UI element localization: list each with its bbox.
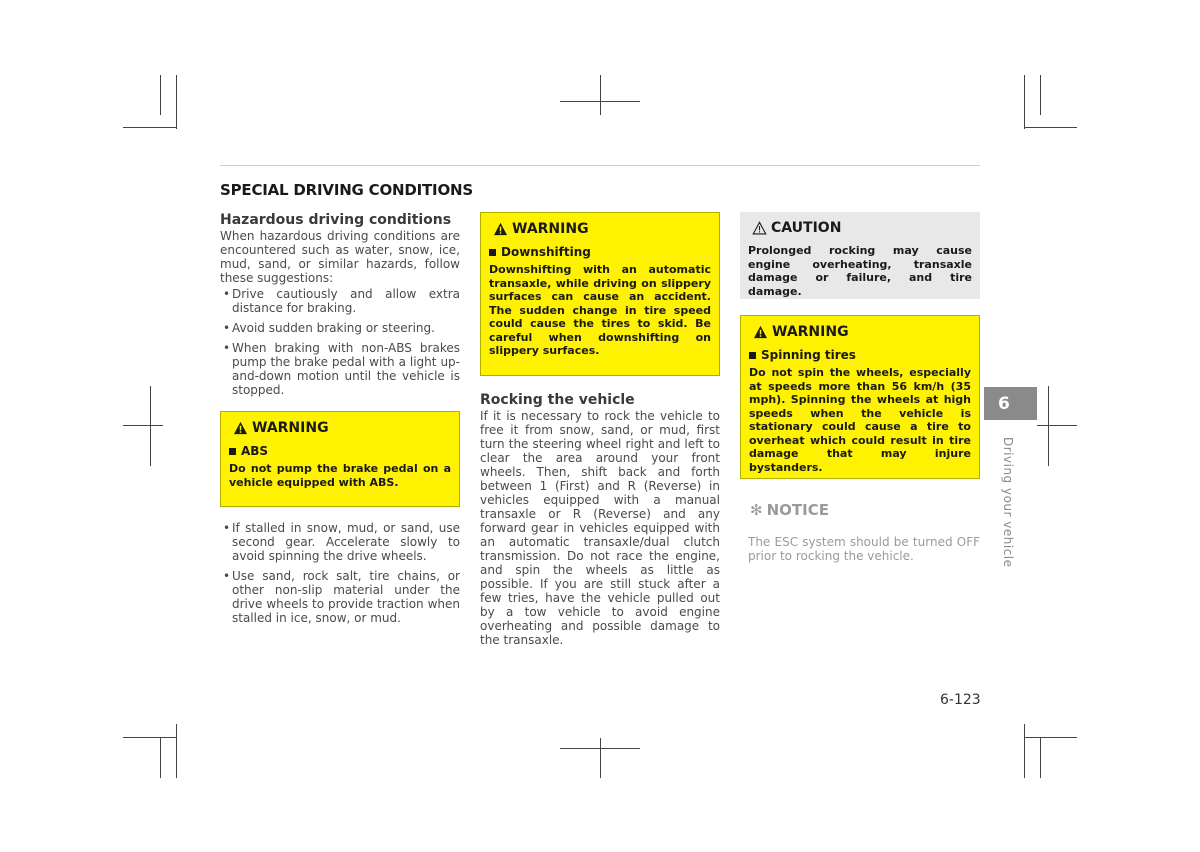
header-rule	[220, 165, 980, 166]
registration-mark	[560, 748, 640, 749]
warning-label: WARNING	[772, 324, 849, 340]
crop-mark	[123, 737, 177, 738]
crop-mark	[1040, 737, 1041, 778]
square-bullet-icon	[229, 448, 236, 455]
crop-mark	[1024, 127, 1077, 128]
warning-triangle-icon	[753, 325, 768, 339]
notice-icon: ✻	[750, 501, 763, 519]
registration-mark	[560, 101, 640, 102]
crop-mark	[1024, 75, 1025, 129]
warning-text: Do not spin the wheels, especially at speeds more than 56 km/h (35 mph). Spinning the wheels at high speeds when the vehicle is stationary could cause a tire to overheat which could result in tire damage that may injure bystanders.	[749, 366, 971, 474]
crop-mark	[1024, 737, 1077, 738]
warning-text: Do not pump the brake pedal on a vehicle equipped with ABS.	[229, 462, 451, 489]
section-heading: Rocking the vehicle	[480, 392, 635, 408]
list-item: • Avoid sudden braking or steering.	[220, 321, 460, 335]
crop-mark	[160, 737, 161, 778]
warning-box-spinning-tires	[740, 315, 980, 479]
column-2	[480, 212, 720, 647]
registration-mark	[1037, 425, 1077, 426]
column-3	[740, 212, 980, 563]
notice-block	[740, 501, 980, 563]
crop-mark	[176, 75, 177, 129]
bullet-list	[220, 521, 460, 625]
registration-mark	[150, 386, 151, 466]
column-1	[220, 212, 460, 631]
warning-subtitle: Downshifting	[501, 245, 591, 259]
chapter-tab: 6	[984, 387, 1037, 420]
registration-mark	[123, 425, 163, 426]
registration-mark	[600, 738, 601, 778]
warning-text: Downshifting with an automatic transaxle, while driving on slippery surfaces can cause an accident. The sudden change in tire speed could cause the tires to skid. Be careful when downshifting on slippery surfaces.	[489, 263, 711, 357]
warning-subtitle: Spinning tires	[761, 348, 856, 362]
warning-label: WARNING	[252, 420, 329, 436]
warning-box-downshifting	[480, 212, 720, 376]
list-item: • Use sand, rock salt, tire chains, or other non-slip material under the drive wheels to provide traction when stalled in ice, snow, or mud.	[220, 569, 460, 625]
notice-text: The ESC system should be turned OFF prior to rocking the vehicle.	[748, 535, 980, 563]
bullet-list	[220, 287, 460, 397]
section-heading: Hazardous driving conditions	[220, 212, 452, 228]
crop-mark	[160, 75, 161, 115]
notice-label: NOTICE	[766, 501, 829, 519]
list-item: • If stalled in snow, mud, or sand, use second gear. Accelerate slowly to avoid spinning the drive wheels.	[220, 521, 460, 563]
section-intro: When hazardous driving conditions are encountered such as water, snow, ice, mud, sand, or similar hazards, follow these suggestions:	[220, 229, 460, 285]
warning-triangle-icon	[493, 222, 508, 236]
crop-mark	[176, 724, 177, 778]
page-number: 6-123	[940, 692, 981, 708]
section-text: If it is necessary to rock the vehicle to free it from snow, sand, or mud, first turn the steering wheel right and left to clear the area around your front wheels. Then, shift back and forth between 1 (First) and R (Reverse) in vehicles equipped with a manual transaxle or R (Reverse) and any forward gear in vehicles equipped with an automatic transaxle/dual clutch transmission. Do not race the engine, and spin the wheels as little as possible. If you are still stuck after a few tries, have the vehicle pulled out by a tow vehicle to avoid engine overheating and possible damage to the transaxle.	[480, 409, 720, 647]
caution-triangle-icon	[752, 221, 767, 235]
registration-mark	[1048, 386, 1049, 466]
square-bullet-icon	[489, 249, 496, 256]
warning-box-abs	[220, 411, 460, 507]
caution-text: Prolonged rocking may cause engine overheating, transaxle damage or failure, and tire damage.	[748, 244, 972, 298]
list-item: • Drive cautiously and allow extra distance for braking.	[220, 287, 460, 315]
caution-box	[740, 212, 980, 299]
caution-label: CAUTION	[771, 220, 842, 236]
crop-mark	[1040, 75, 1041, 115]
warning-label: WARNING	[512, 221, 589, 237]
list-item: • When braking with non-ABS brakes pump the brake pedal with a light up-and-down motion until the vehicle is stopped.	[220, 341, 460, 397]
crop-mark	[123, 127, 177, 128]
square-bullet-icon	[749, 352, 756, 359]
warning-triangle-icon	[233, 421, 248, 435]
crop-mark	[1024, 724, 1025, 778]
warning-subtitle: ABS	[241, 444, 269, 458]
registration-mark	[600, 75, 601, 115]
page-title: SPECIAL DRIVING CONDITIONS	[220, 181, 473, 199]
chapter-label: Driving your vehicle	[1001, 437, 1015, 568]
